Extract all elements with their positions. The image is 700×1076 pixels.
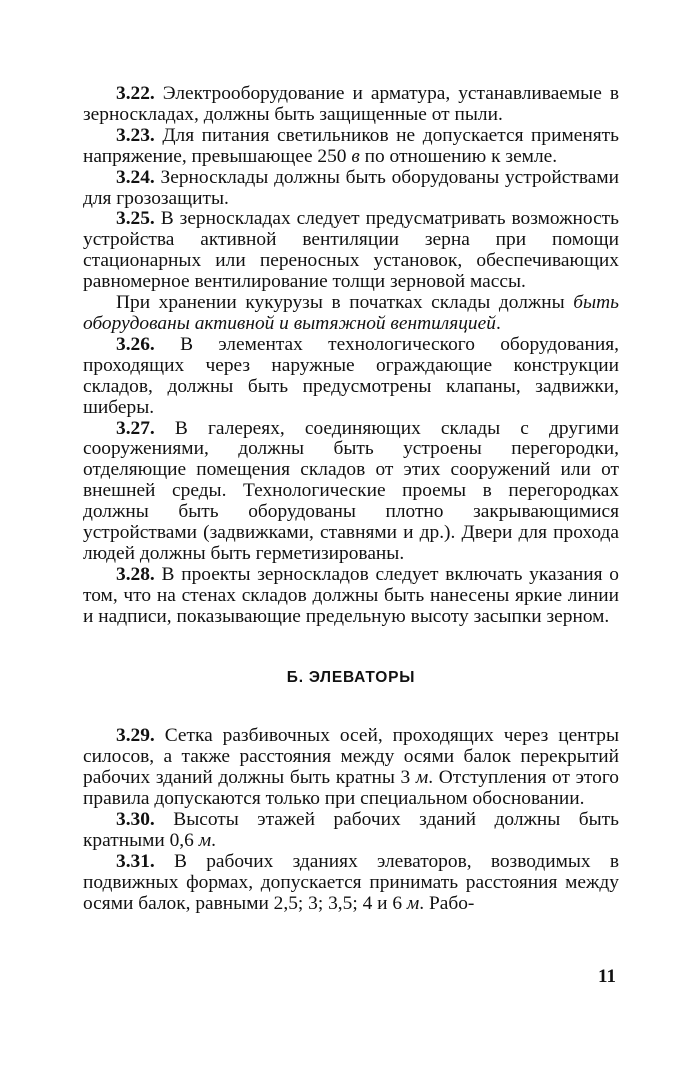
unit-symbol: м xyxy=(406,892,420,914)
clause-number: 3.26. xyxy=(116,333,155,355)
paragraph-3-29 xyxy=(83,726,619,810)
clause-text: В проекты зерноскладов следует включать указания о том, что на стенах складов должны быть нанесены яркие линии и надписи, показывающие предельную высоту засыпки зерном. xyxy=(83,563,619,627)
document-page xyxy=(83,84,619,915)
page-number: 11 xyxy=(598,966,616,987)
paragraph-text-end: . xyxy=(495,312,501,334)
unit-symbol: м xyxy=(198,830,212,851)
clause-text: Для питания светильников не допускается применять напряжение, превышающее 250 xyxy=(83,124,619,167)
unit-symbol: в xyxy=(351,145,360,167)
paragraph-3-30 xyxy=(83,810,619,852)
clause-text: Электрооборудование и арматура, устанавливаемые в зерноскладах, должны быть защищенные от пыли. xyxy=(83,83,619,125)
paragraph-3-23 xyxy=(83,126,619,168)
clause-number: 3.30. xyxy=(116,809,155,831)
clause-text: Сетка разбивочных осей, проходящих через центры силосов, а также расстояния между осями балок перекрытий рабочих зданий должны быть кратны 3 xyxy=(83,725,619,789)
clause-text-end: . Отступления от этого правила допускаются только при специальном обосновании. xyxy=(83,767,619,810)
clause-number: 3.22. xyxy=(116,83,155,104)
paragraph-3-31 xyxy=(83,852,619,915)
clause-number: 3.28. xyxy=(116,563,155,585)
clause-number: 3.31. xyxy=(116,850,155,872)
paragraph-3-24 xyxy=(83,168,619,210)
clause-number: 3.23. xyxy=(116,124,155,146)
paragraph-corn-storage xyxy=(83,293,619,335)
clause-number: 3.27. xyxy=(116,417,155,439)
section-heading: Б. ЭЛЕВАТОРЫ xyxy=(286,668,416,686)
paragraph-3-27 xyxy=(83,419,619,565)
clause-text-end: . xyxy=(211,830,216,851)
clause-text: В рабочих зданиях элеваторов, возводимых в подвижных формах, допускается принимать расстояния между осями балок, равными 2,5; 3; 3,5; 4 и 6 xyxy=(83,850,619,914)
paragraph-3-26 xyxy=(83,335,619,419)
clause-text: В галереях, соединяющих склады с другими сооружениями, должны быть устроены перегородки, отделяющие помещения складов от этих сооружений или от внешней среды. Технологические проемы в перегородках должны быть оборудованы плотно закрывающимися устройствами (задвижками, ставнями и др.). Двери для прохода людей должны быть герметизированы. xyxy=(83,417,619,564)
paragraph-3-25 xyxy=(83,209,619,293)
clause-number: 3.29. xyxy=(116,725,155,747)
clause-text: Зерносклады должны быть оборудованы устройствами для грозозащиты. xyxy=(83,166,619,209)
italic-text: быть оборудованы активной и вытяжной вентиляцией xyxy=(83,292,619,334)
clause-text-end: . Рабо- xyxy=(419,892,475,914)
unit-symbol: м xyxy=(415,767,429,789)
clause-text: В зерноскладах следует предусматривать возможность устройства активной вентиляции зерна при помощи стационарных или переносных установок, обеспечивающих равномерное вентилирование толщи зерновой массы. xyxy=(83,208,619,293)
clause-number: 3.25. xyxy=(116,208,155,230)
clause-text-end: по отношению к земле. xyxy=(359,145,558,167)
paragraph-3-28 xyxy=(83,565,619,628)
paragraph-3-22 xyxy=(83,84,619,126)
clause-number: 3.24. xyxy=(116,166,155,188)
clause-text: В элементах технологического оборудования, проходящих через наружные ограждающие конструкции складов, должны быть предусмотрены клапаны, задвижки, шиберы. xyxy=(83,333,619,418)
paragraph-text: При хранении кукурузы в початках склады должны xyxy=(116,292,574,314)
clause-text: Высоты этажей рабочих зданий должны быть кратными 0,6 xyxy=(83,809,619,851)
